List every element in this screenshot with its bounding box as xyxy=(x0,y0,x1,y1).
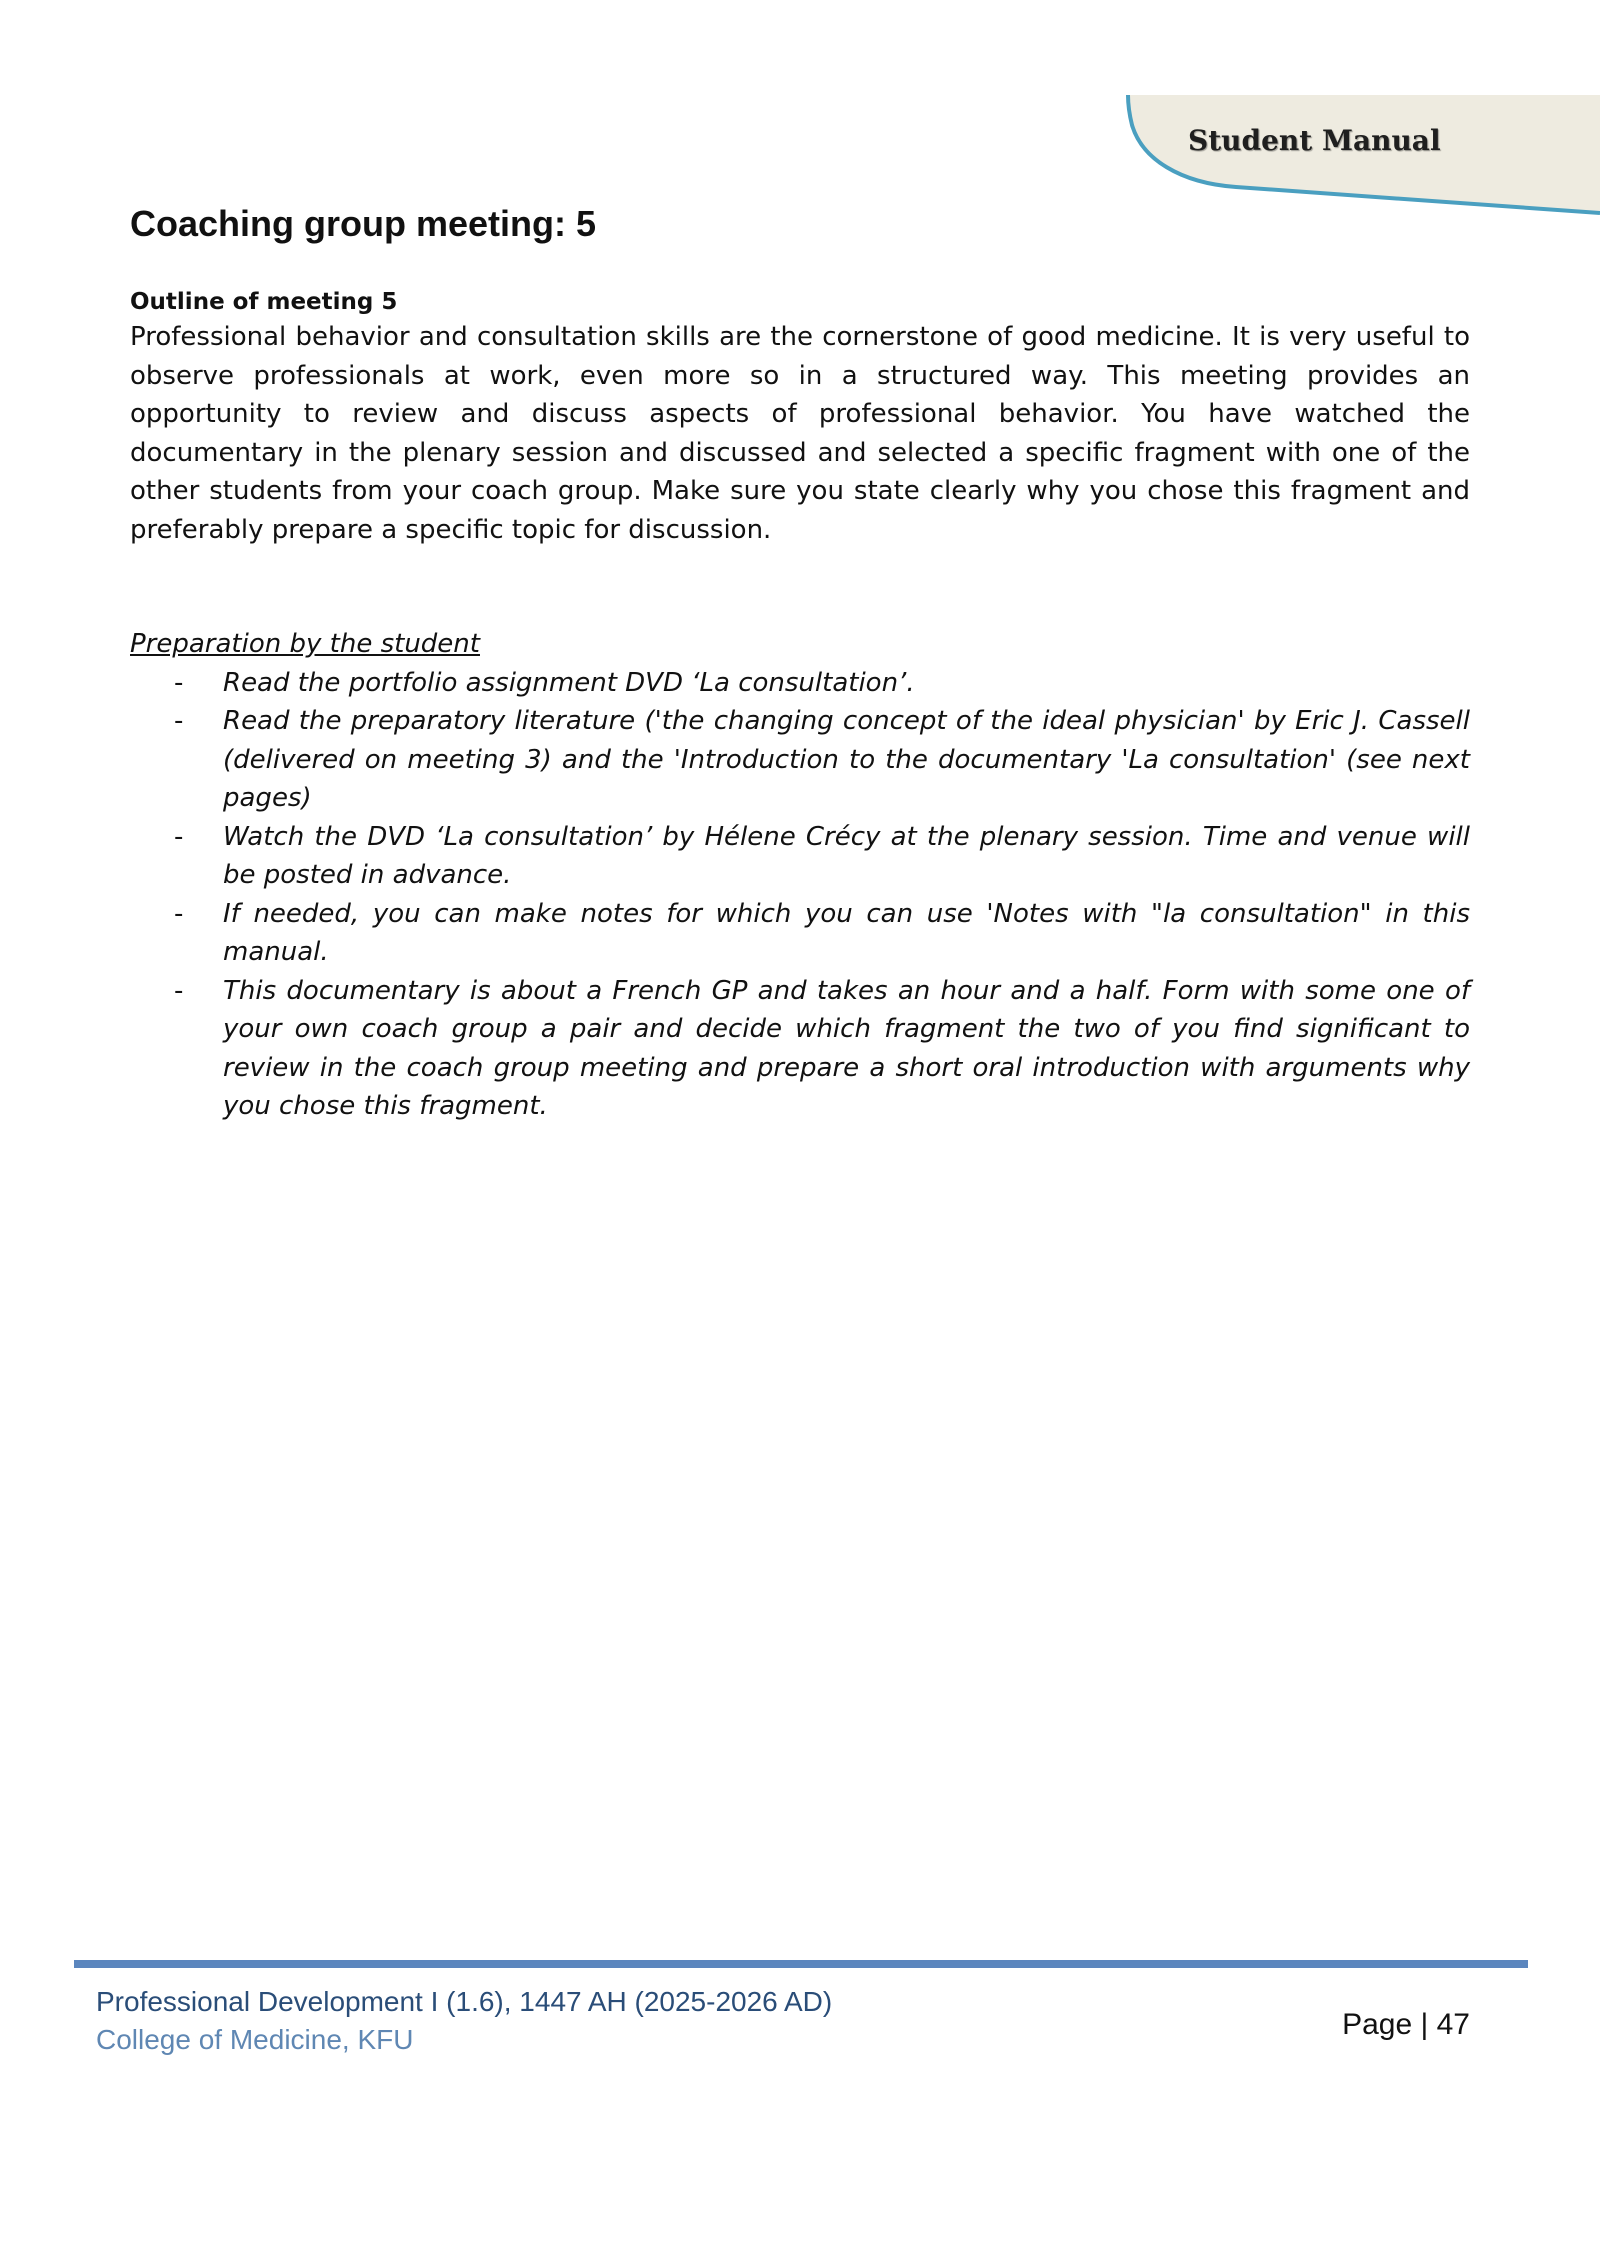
footer-course-info: Professional Development I (1.6), 1447 AH (2025-2026 AD) xyxy=(96,1986,833,2017)
bullet-dash: - xyxy=(174,898,184,929)
outline-heading: Outline of meeting 5 xyxy=(130,289,398,315)
header-label: Student Manual xyxy=(1188,124,1441,157)
list-item xyxy=(130,972,1470,1126)
list-item xyxy=(130,702,1470,818)
main-content xyxy=(130,200,1470,1126)
page-title: Coaching group meeting: 5 xyxy=(130,203,597,244)
footer-college-name: College of Medicine, KFU xyxy=(96,2024,414,2055)
bullet-dash: - xyxy=(174,706,184,736)
list-item-text: Read the preparatory literature ('the changing concept of the ideal physician' by Eric J. Cassell (delivered on meeting 3) and the 'Introduction to the documentary 'La consultation' (see next pages) xyxy=(223,706,1470,813)
preparation-heading: Preparation by the student xyxy=(130,629,480,659)
bullet-dash: - xyxy=(174,821,184,852)
bullet-dash: - xyxy=(174,975,184,1006)
list-item xyxy=(130,895,1470,972)
list-item-text: This documentary is about a French GP and takes an hour and a half. Form with some one of your own coach group a pair and decide which fragment the two of you find significant to review in the coach group meeting and prepare a short oral introduction with arguments why you chose this fragment. xyxy=(223,975,1470,1121)
list-item xyxy=(130,818,1470,895)
footer-divider xyxy=(74,1960,1528,1968)
page-number: Page | 47 xyxy=(1342,2008,1470,2041)
list-item-text: Read the portfolio assignment DVD ‘La consultation’. xyxy=(223,667,915,698)
list-item xyxy=(130,664,1470,703)
list-item-text: If needed, you can make notes for which you can use 'Notes with "la consultation" in this manual. xyxy=(223,898,1470,967)
preparation-list xyxy=(130,664,1470,1126)
outline-paragraph: Professional behavior and consultation skills are the cornerstone of good medicine. It is very useful to observe professionals at work, even more so in a structured way. This meeting provides an opportunity to review and discuss aspects of professional behavior. You have watched the documentary in the plenary session and discussed and selected a specific fragment with one of the other students from your coach group. Make sure you state clearly why you chose this fragment and preferably prepare a specific topic for discussion. xyxy=(130,322,1470,545)
bullet-dash: - xyxy=(174,667,184,698)
list-item-text: Watch the DVD ‘La consultation’ by Hélene Crécy at the plenary session. Time and venue will be posted in advance. xyxy=(223,821,1470,890)
